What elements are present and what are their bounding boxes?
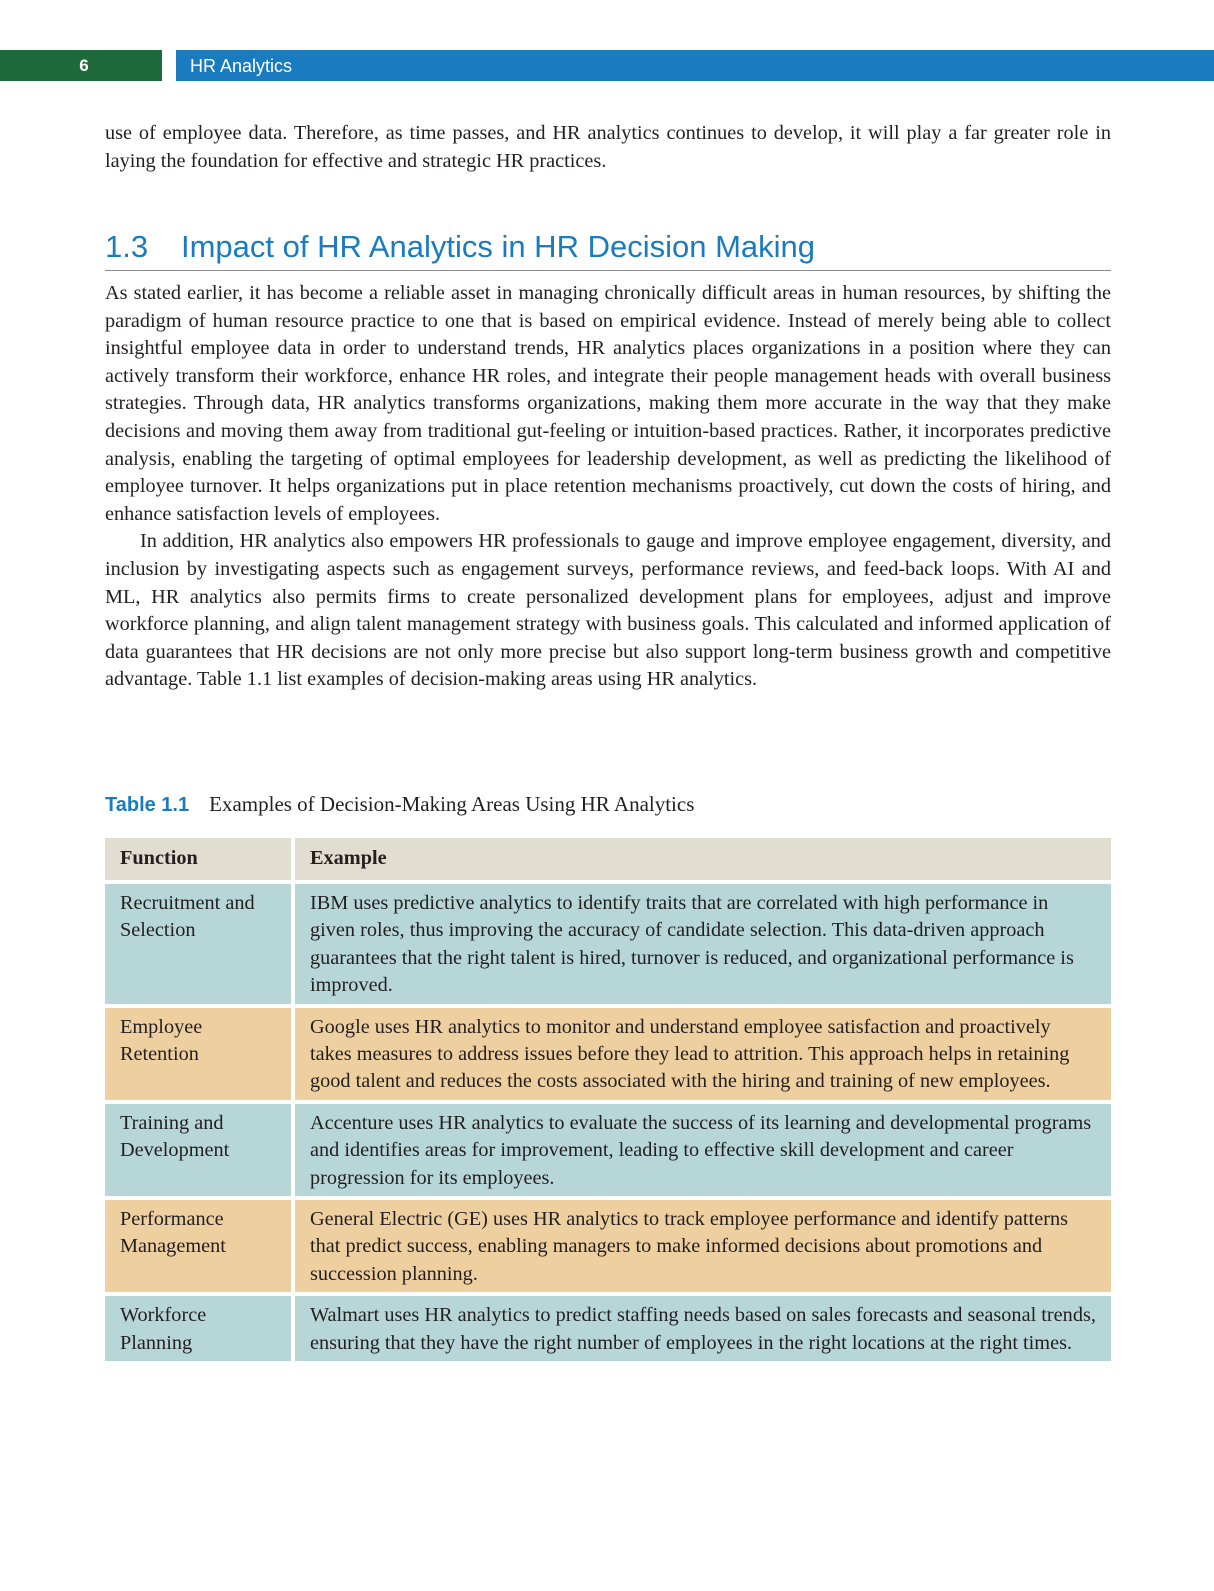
table-label: Table 1.1: [105, 794, 190, 816]
page-number: 6: [0, 50, 162, 81]
example-cell: Google uses HR analytics to monitor and understand employee satisfaction and proactively takes measures to address issues before they lead to attrition. This approach helps in retaining good talent and reduces the costs associated with the hiring and training of new employees.: [295, 1008, 1111, 1100]
table-row: [105, 1296, 1111, 1361]
body-paragraph-2: In addition, HR analytics also empowers HR professionals to gauge and improve employee engagement, diversity, and inclusion by investigating aspects such as engagement surveys, performance reviews, and feed-back loops. With AI and ML, HR analytics also permits firms to create personalized development plans for employees, adjust and improve workforce planning, and align talent management strategy with business goals. This calculated and informed application of data guarantees that HR decisions are not only more precise but also support long-term business growth and competitive advantage. Table 1.1 list examples of decision-making areas using HR analytics.: [105, 530, 1111, 691]
table-row: [105, 884, 1111, 1004]
function-cell: Workforce Planning: [105, 1296, 291, 1361]
column-header-function: Function: [105, 838, 291, 880]
table-row: [105, 1200, 1111, 1292]
function-cell: Employee Retention: [105, 1008, 291, 1100]
column-header-example: Example: [295, 838, 1111, 880]
section-number: 1.3: [105, 229, 149, 264]
running-head-title: HR Analytics: [176, 50, 1214, 81]
example-cell: Accenture uses HR analytics to evaluate the success of its learning and developmental programs and identifies areas for improvement, leading to effective skill development and career progression for its employees.: [295, 1104, 1111, 1196]
table-row: [105, 1104, 1111, 1196]
function-cell: Training and Development: [105, 1104, 291, 1196]
body-paragraph-1: As stated earlier, it has become a reliable asset in managing chronically difficult areas in human resources, by shifting the paradigm of human resource practice to one that is based on empirical evidence. Instead of merely being able to collect insightful employee data in order to understand trends, HR analytics places organizations in a position where they can actively transform their workforce, enhance HR roles, and integrate their people management heads with overall business strategies. Through data, HR analytics transforms organizations, making them more accurate in the way that they make decisions and moving them away from traditional gut-feeling or intuition-based practices. Rather, it incorporates predictive analysis, enabling the targeting of optimal employees for leadership development, as well as predicting the likelihood of employee turnover. It helps organizations put in place retention mechanisms proactively, cut down the costs of hiring, and enhance satisfaction levels of employees.: [105, 282, 1111, 525]
example-cell: IBM uses predictive analytics to identify traits that are correlated with high performance in given roles, thus improving the accuracy of candidate selection. This data-driven approach guarantees that the right talent is hired, turnover is reduced, and organizational performance is improved.: [295, 884, 1111, 1004]
section-body: [105, 280, 1111, 694]
decision-areas-table: [105, 838, 1111, 1365]
function-cell: Recruitment and Selection: [105, 884, 291, 1004]
table-caption-text: Examples of Decision-Making Areas Using HR Analytics: [209, 792, 695, 816]
running-header: [0, 50, 1214, 81]
table-caption: [105, 790, 694, 819]
example-cell: Walmart uses HR analytics to predict staffing needs based on sales forecasts and seasonal trends, ensuring that they have the right number of employees in the right locations at the right times.: [295, 1296, 1111, 1361]
example-cell: General Electric (GE) uses HR analytics to track employee performance and identify patterns that predict success, enabling managers to make informed decisions about promotions and succession planning.: [295, 1200, 1111, 1292]
intro-paragraph: use of employee data. Therefore, as time passes, and HR analytics continues to develop, it will play a far greater role in laying the foundation for effective and strategic HR practices.: [105, 122, 1111, 172]
section-heading: [105, 224, 1111, 271]
table-header-row: [105, 838, 1111, 880]
section-title: Impact of HR Analytics in HR Decision Making: [181, 229, 816, 264]
intro-text: [105, 120, 1111, 175]
header-divider: [162, 50, 176, 81]
function-cell: Performance Management: [105, 1200, 291, 1292]
table-row: [105, 1008, 1111, 1100]
